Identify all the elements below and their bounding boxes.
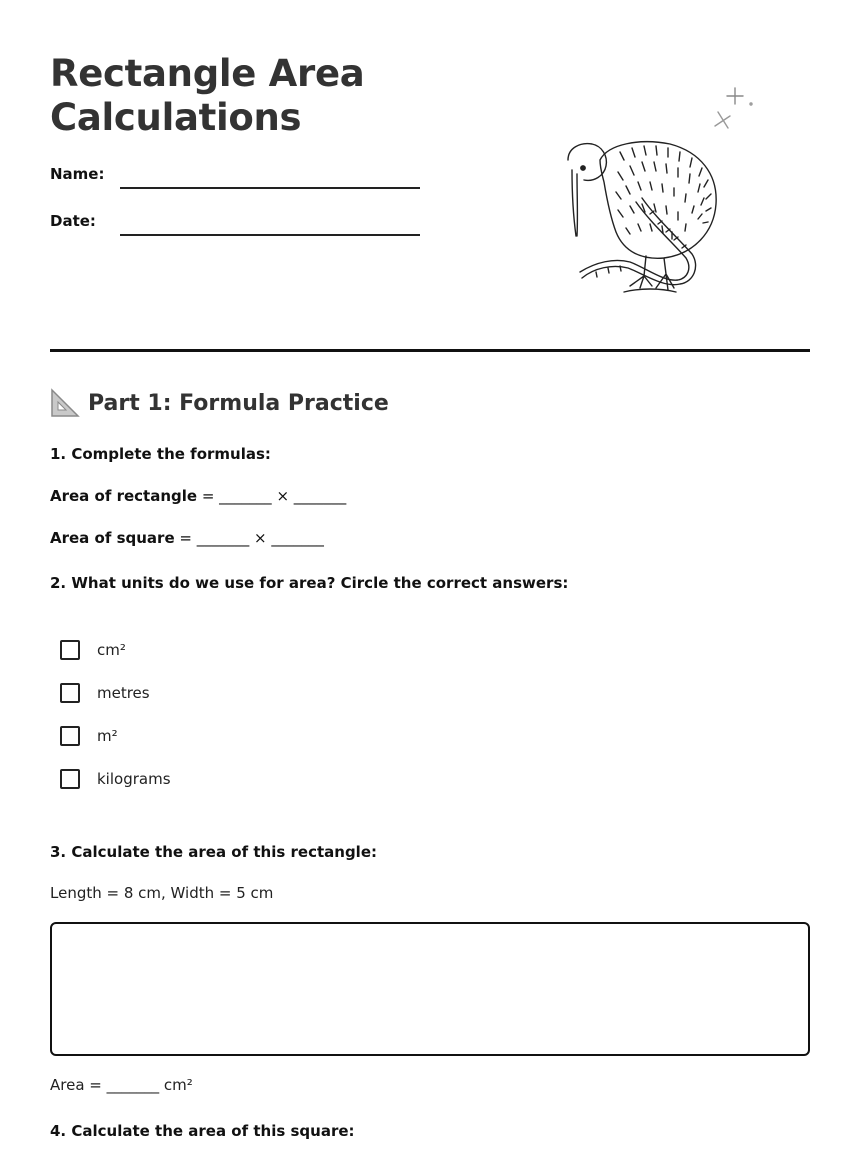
section-divider bbox=[50, 349, 810, 352]
option-m2[interactable] bbox=[60, 726, 118, 746]
rectangle-dimensions: Length = 8 cm, Width = 5 cm bbox=[50, 884, 274, 902]
option-kilograms[interactable] bbox=[60, 769, 171, 789]
working-space-box[interactable] bbox=[50, 922, 810, 1056]
name-field[interactable] bbox=[120, 187, 420, 189]
square-formula-label: Area of square bbox=[50, 529, 175, 547]
part1-title: Part 1: Formula Practice bbox=[88, 390, 389, 416]
title-line-2: Calculations bbox=[50, 96, 302, 139]
checkbox[interactable] bbox=[60, 640, 80, 660]
question-2: 2. What units do we use for area? Circle the correct answers: bbox=[50, 574, 569, 592]
title-line-1: Rectangle Area bbox=[50, 52, 365, 95]
date-field[interactable] bbox=[120, 234, 420, 236]
option-label: cm² bbox=[97, 641, 126, 659]
date-label: Date: bbox=[50, 212, 96, 230]
checkbox[interactable] bbox=[60, 769, 80, 789]
checkbox[interactable] bbox=[60, 683, 80, 703]
set-square-icon bbox=[50, 388, 80, 418]
option-label: m² bbox=[97, 727, 118, 745]
area-answer-line[interactable]: Area = _______ cm² bbox=[50, 1076, 193, 1094]
kiwi-illustration bbox=[560, 82, 760, 302]
checkbox[interactable] bbox=[60, 726, 80, 746]
name-label: Name: bbox=[50, 165, 105, 183]
option-label: metres bbox=[97, 684, 150, 702]
rectangle-formula-label: Area of rectangle bbox=[50, 487, 198, 505]
option-cm2[interactable] bbox=[60, 640, 126, 660]
question-1: 1. Complete the formulas: bbox=[50, 445, 271, 463]
square-formula-blanks[interactable]: = _______ × _______ bbox=[174, 529, 324, 547]
question-4: 4. Calculate the area of this square: bbox=[50, 1122, 355, 1140]
worksheet-title bbox=[50, 52, 364, 140]
rectangle-formula-blanks[interactable]: = _______ × _______ bbox=[197, 487, 347, 505]
part1-heading bbox=[50, 388, 389, 418]
rectangle-formula-row bbox=[50, 487, 346, 505]
square-formula-row bbox=[50, 529, 324, 547]
option-metres[interactable] bbox=[60, 683, 150, 703]
option-label: kilograms bbox=[97, 770, 171, 788]
question-3: 3. Calculate the area of this rectangle: bbox=[50, 843, 377, 861]
